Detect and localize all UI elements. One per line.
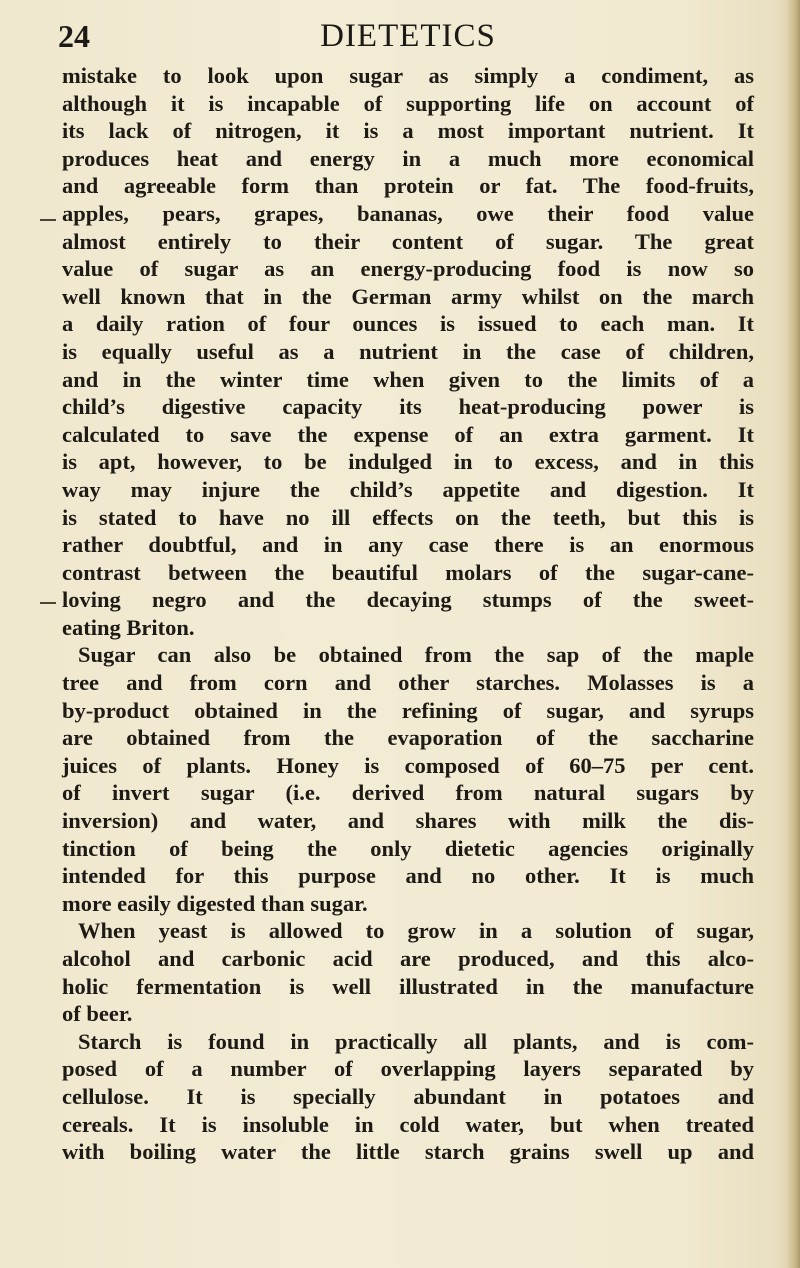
text-line: its lack of nitrogen, it is a most important nutrient. It — [62, 118, 754, 144]
text-line: calculated to save the expense of an extra garment. It — [62, 421, 754, 447]
running-head — [58, 18, 758, 58]
text-line: value of sugar as an energy-producing food is now so — [62, 256, 754, 282]
text-line: of beer. — [62, 1001, 133, 1027]
text-line: and agreeable form than protein or fat. The food-fruits, — [62, 173, 754, 199]
text-line: although it is incapable of supporting life on account of — [62, 90, 754, 116]
text-line: cellulose. It is specially abundant in potatoes and — [62, 1083, 754, 1109]
text-line: eating Briton. — [62, 614, 195, 640]
text-line: Sugar can also be obtained from the sap of the maple — [78, 642, 754, 668]
text-line: child’s digestive capacity its heat-producing power is — [62, 394, 754, 420]
text-line: juices of plants. Honey is composed of 60–75 per cent. — [62, 752, 754, 778]
text-line: of invert sugar (i.e. derived from natural sugars by — [62, 780, 754, 806]
text-line: way may injure the child’s appetite and digestion. It — [62, 476, 754, 502]
page-number: 24 — [58, 18, 90, 54]
page-edge-shadow — [786, 0, 800, 1268]
text-line: When yeast is allowed to grow in a solution of sugar, — [78, 918, 754, 944]
text-line: tree and from corn and other starches. Molasses is a — [62, 670, 754, 696]
text-line: tinction of being the only dietetic agencies originally — [62, 835, 754, 861]
text-line: and in the winter time when given to the limits of a — [62, 366, 754, 392]
text-line: a daily ration of four ounces is issued to each man. It — [62, 311, 754, 337]
text-line: intended for this purpose and no other. It is much — [62, 863, 754, 889]
body-text — [62, 62, 754, 1166]
text-line: alcohol and carbonic acid are produced, and this alco- — [62, 946, 754, 971]
margin-mark — [40, 602, 56, 604]
text-line: apples, pears, grapes, bananas, owe their food value — [62, 200, 754, 226]
text-line: well known that in the German army whilst on the march — [62, 283, 754, 309]
text-line: by-product obtained in the refining of sugar, and syrups — [62, 697, 754, 723]
text-line: is apt, however, to be indulged in to excess, and in this — [62, 449, 754, 475]
text-line: is stated to have no ill effects on the teeth, but this is — [62, 504, 754, 530]
text-line: inversion) and water, and shares with milk the dis- — [62, 808, 754, 834]
text-line: loving negro and the decaying stumps of the sweet- — [62, 587, 754, 613]
margin-mark — [40, 219, 56, 221]
text-line: produces heat and energy in a much more economical — [62, 145, 754, 171]
text-line: contrast between the beautiful molars of the sugar-cane- — [62, 559, 754, 585]
text-line: is equally useful as a nutrient in the case of children, — [62, 338, 754, 364]
text-line: cereals. It is insoluble in cold water, but when treated — [62, 1111, 754, 1137]
text-line: posed of a number of overlapping layers separated by — [62, 1056, 754, 1082]
text-line: are obtained from the evaporation of the saccharine — [62, 725, 754, 751]
text-line: Starch is found in practically all plants, and is com- — [78, 1028, 754, 1054]
text-line: mistake to look upon sugar as simply a condiment, as — [62, 63, 754, 88]
text-line: holic fermentation is well illustrated in the manufacture — [62, 973, 754, 999]
text-line: rather doubtful, and in any case there is an enormous — [62, 532, 754, 558]
text-line: more easily digested than sugar. — [62, 890, 368, 916]
running-title: DIETETICS — [320, 18, 496, 54]
text-line: almost entirely to their content of sugar. The great — [62, 228, 754, 254]
text-line: with boiling water the little starch grains swell up and — [62, 1139, 754, 1165]
